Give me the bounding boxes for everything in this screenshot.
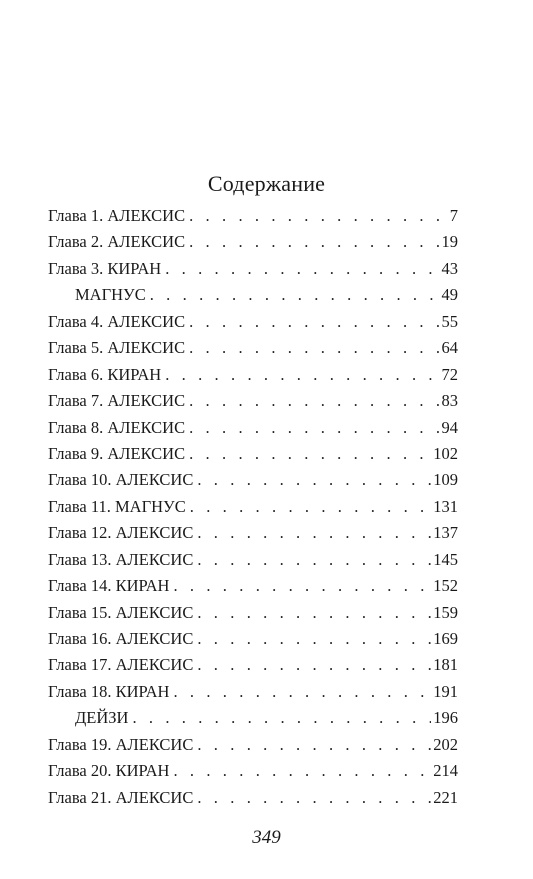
toc-entry-label: Глава 13. АЛЕКСИС [48,549,194,569]
toc-entry [48,600,458,626]
toc-entry [48,229,458,255]
dot-leader [197,520,431,546]
toc-entry-page: 191 [433,681,458,701]
toc-heading: Содержание [207,171,326,196]
dot-leader [197,626,431,652]
toc-entry-label: Глава 5. АЛЕКСИС [48,338,186,358]
toc-entry-page: 131 [433,496,458,516]
toc-entry-page: 94 [441,417,458,437]
toc-entry-page: 49 [441,285,458,305]
dot-leader [132,705,431,731]
dot-leader [197,785,431,811]
toc-entry [48,335,458,361]
toc-entry-page: 72 [441,364,458,384]
toc-entry-page: 169 [433,629,458,648]
toc-entry [48,467,458,493]
dot-leader [165,256,439,282]
toc-entry-page: 152 [433,576,458,596]
toc-entry-page: 7 [449,206,458,225]
toc-entry-label: Глава 16. АЛЕКСИС [48,629,194,648]
page-number: 349 [252,827,281,848]
toc-entry-label: Глава 21. АЛЕКСИС [48,787,194,807]
toc-entry-label: Глава 10. АЛЕКСИС [48,470,194,490]
toc-entry [48,547,458,573]
toc-entry-label: Глава 8. АЛЕКСИС [48,417,186,437]
toc-entry [48,652,458,678]
toc-entry [48,785,458,811]
toc-entry [48,309,458,335]
toc-entry-page: 221 [433,787,458,807]
dot-leader [173,573,431,599]
toc-entry-page: 64 [441,338,458,358]
toc-entry-label: Глава 12. АЛЕКСИС [48,523,194,543]
toc-entry [48,520,458,546]
dot-leader [173,679,431,705]
toc-entry-page: 145 [433,549,458,569]
dot-leader [189,415,439,441]
dot-leader [165,362,439,388]
dot-leader [189,309,439,335]
dot-leader [189,441,431,467]
dot-leader [197,652,431,678]
toc-entry-label: Глава 9. АЛЕКСИС [48,443,186,463]
toc-entry [48,494,458,520]
toc-entry-label: Глава 17. АЛЕКСИС [48,655,194,675]
dot-leader [197,467,431,493]
toc-entry-page: 19 [441,232,458,252]
toc-entry-label: Глава 7. АЛЕКСИС [48,391,186,411]
toc-entry [48,705,458,731]
dot-leader [197,547,431,573]
toc-entry [48,282,458,308]
toc-entry-page: 202 [433,734,458,754]
toc-entry [48,362,458,388]
dot-leader [189,335,439,361]
toc-entry-label: МАГНУС [75,285,146,305]
toc-entry-page: 137 [433,523,458,543]
toc-entry-label: Глава 6. КИРАН [48,364,162,384]
dot-leader [189,203,448,229]
toc-entry [48,256,458,282]
toc-entry [48,732,458,758]
toc-entry [48,679,458,705]
toc-entry [48,626,458,652]
toc-entry-label: ДЕЙЗИ [75,708,129,728]
toc-entry [48,415,458,441]
toc-entry-label: Глава 15. АЛЕКСИС [48,602,194,622]
toc-entry-label: Глава 19. АЛЕКСИС [48,734,194,754]
toc-entry-label: Глава 20. КИРАН [48,761,170,781]
toc-entry-label: Глава 3. КИРАН [48,258,162,278]
toc-entry-page: 214 [433,761,458,781]
toc-entry [48,441,458,467]
toc-entry-label: Глава 18. КИРАН [48,681,170,701]
toc-entry-page: 55 [441,311,458,331]
toc-entry-page: 43 [441,258,458,278]
dot-leader [173,758,431,784]
dot-leader [197,732,431,758]
toc-entry-page: 159 [433,602,458,622]
dot-leader [197,600,431,626]
toc-entry-label: Глава 4. АЛЕКСИС [48,311,186,331]
toc-entry-page: 196 [433,708,458,728]
toc-entry [48,758,458,784]
dot-leader [150,282,440,308]
toc-entry [48,573,458,599]
toc-entry [48,388,458,414]
toc-entry-page: 109 [433,470,458,490]
toc-entry-page: 102 [433,443,458,463]
dot-leader [190,494,432,520]
toc-entry-label: Глава 14. КИРАН [48,576,170,596]
toc-list [48,203,458,811]
dot-leader [189,388,439,414]
toc-entry-label: Глава 1. АЛЕКСИС [48,206,186,225]
toc-entry-label: Глава 11. МАГНУС [48,496,186,516]
toc-entry [48,203,458,229]
toc-entry-page: 83 [441,391,458,411]
toc-entry-page: 181 [433,655,458,675]
dot-leader [189,229,439,255]
toc-entry-label: Глава 2. АЛЕКСИС [48,232,186,252]
